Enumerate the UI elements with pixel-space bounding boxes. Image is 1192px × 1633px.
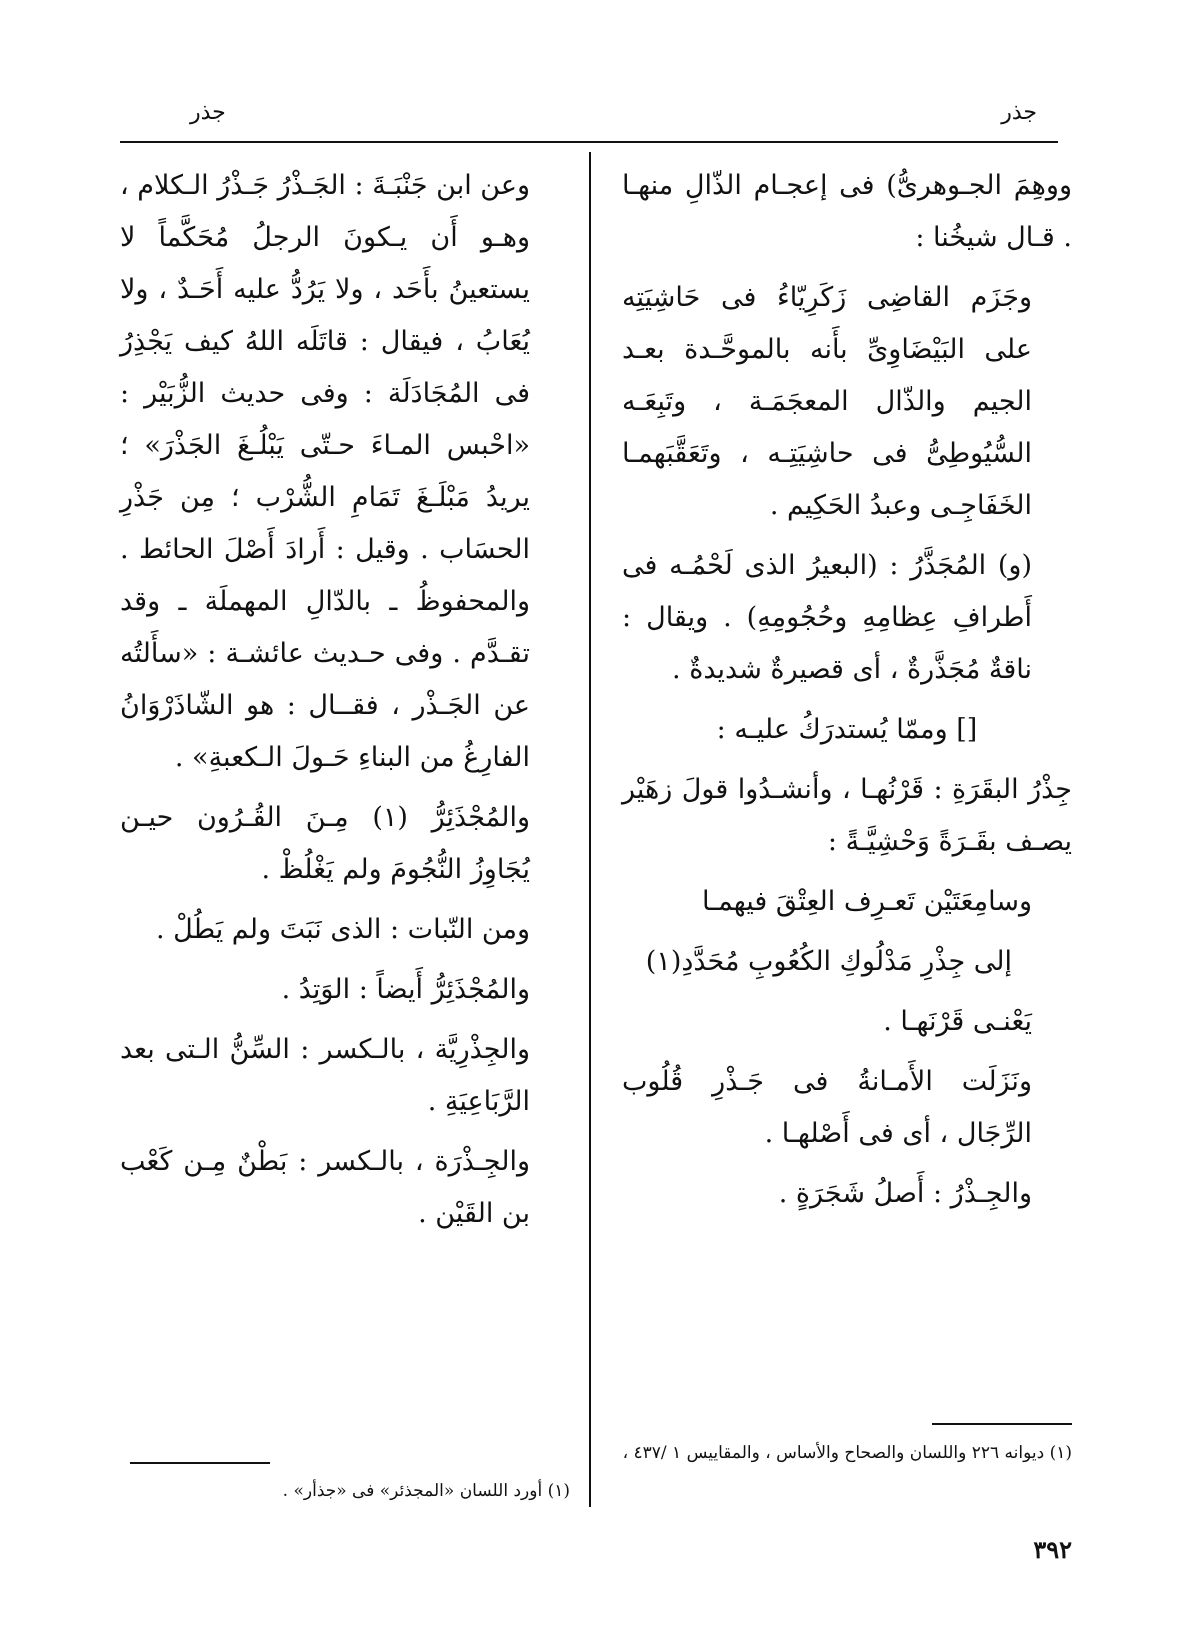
left-paragraph-4: والمُجْذَئِرُّ أَيضاً : الوَتِدُ . [281, 974, 530, 1005]
right-paragraph-7: ونَزَلَت الأَمـانةُ فى جَـذْرِ قُلُوب الرِّجَال ، أى فى أَصْلهـا . [622, 1066, 1032, 1149]
header-rule [120, 141, 1058, 143]
right-paragraph-4: [] وممّا يُستدرَكُ عليـه : [716, 714, 978, 745]
footnote-left: (١) أورد اللسان «المجذئر» فى «جذأر» . [282, 1481, 570, 1501]
right-paragraph-1: ووهِمَ الجـوهرىُّ) فى إعجـام الذّالِ منهـا . قـال شيخُنا : [622, 170, 1072, 253]
left-paragraph-1: وعن ابن جَنْبَـةَ : الجَـذْرُ جَـذْرُ الـكلام ، وهـو أَن يـكونَ الرجلُ مُحَكَّماً لا يستعينُ بأَحَد ، ولا يَرُدُّ عليه أَحَـدٌ ، ولا يُعَابُ ، فيقال : قاتَلَه اللهُ كيف يَجْذِرُ فى المُجَادَلَة : وفى حديث الزُّبَيْر : «احْبس المـاءَ حـتّى يَبْلُـغَ الجَذْرَ» ؛ يريدُ مَبْلَـغَ تَمَامِ الشُّرْب ؛ مِن جَذْرِ الحسَاب . وقيل : أَرادَ أَصْلَ الحائط . والمحفوظُ ـ بالدّالِ المهملَة ـ وقد تقـدَّم . وفى حـديث عائشـة : «سأَلتُه عن الجَـذْر ، فقــال : هو الشّاذَرْوَانُ الفارِغُ من البناءِ حَـولَ الـكعبةِ» . [120, 170, 530, 773]
verse-line-1: وسامِعَتَيْن تَعـرِف العِتْقَ فيهمـا [702, 886, 1032, 917]
verse-line-2: إلى جِذْرِ مَدْلُوكِ الكُعُوبِ مُحَدَّدِ(١) [645, 946, 1012, 977]
right-paragraph-8: والجِـذْرُ : أَصلُ شَجَرَةٍ . [778, 1178, 1032, 1209]
right-paragraph-6: يَعْنـى قَرْنَهـا . [883, 1006, 1032, 1037]
right-paragraph-5: جِذْرُ البقَرَةِ : قَرْنُهـا ، وأنشـدُوا قولَ زهَيْر يصـف بقَـرَةً وَحْشِيَّـةً : [622, 774, 1072, 857]
running-head-left: جذر [190, 100, 226, 125]
left-column [120, 160, 570, 1248]
footnote-rule-right [932, 1423, 1072, 1425]
column-divider [589, 152, 591, 1507]
right-paragraph-3: (و) المُجَذَّرُ : (البعيرُ الذى لَحْمُـه فى أَطرافِ عِظامِهِ وحُجُومِهِ) . ويقال : ناقةٌ مُجَذَّرةٌ ، أى قصيرةٌ شديدةٌ . [622, 550, 1032, 685]
running-head-right: جذر [1001, 100, 1037, 125]
left-paragraph-5: والجِذْرِيَّة ، بالـكسر : السِّنُّ الـتى بعد الرَّبَاعِيَةِ . [120, 1034, 530, 1117]
left-paragraph-2: والمُجْذَئِرُّ (١) مِـنَ القُـرُون حيـن يُجَاوِزُ النُّجُومَ ولم يَغْلُظْ . [120, 802, 530, 885]
right-paragraph-2: وجَزَم القاضِى زَكَرِيّاءُ فى حَاشِيَتِه على البَيْضَاوِىِّ بأَنه بالموحَّـدة بعـد الجيم والذّال المعجَمَـة ، وتَبِعَـه السُّيُوطِىُّ فى حاشِيَتِـه ، وتَعَقَّبَهمـا الخَفَاجِـى وعبدُ الحَكِيم . [622, 282, 1032, 521]
right-column [622, 160, 1072, 1228]
page-number: ٣٩٢ [1033, 1535, 1072, 1564]
footnote-right: (١) ديوانه ٢٢٦ واللسان والصحاح والأساس ، والمقاييس ١ /٤٣٧ ، [622, 1443, 1072, 1463]
left-paragraph-3: ومن النّبات : الذى نَبَتَ ولم يَطُلْ . [155, 914, 530, 945]
footnote-rule-left [130, 1462, 270, 1464]
left-paragraph-6: والجِـذْرَة ، بالـكسر : بَطْنٌ مِـن كَعْب بن القَيْن . [120, 1146, 530, 1229]
